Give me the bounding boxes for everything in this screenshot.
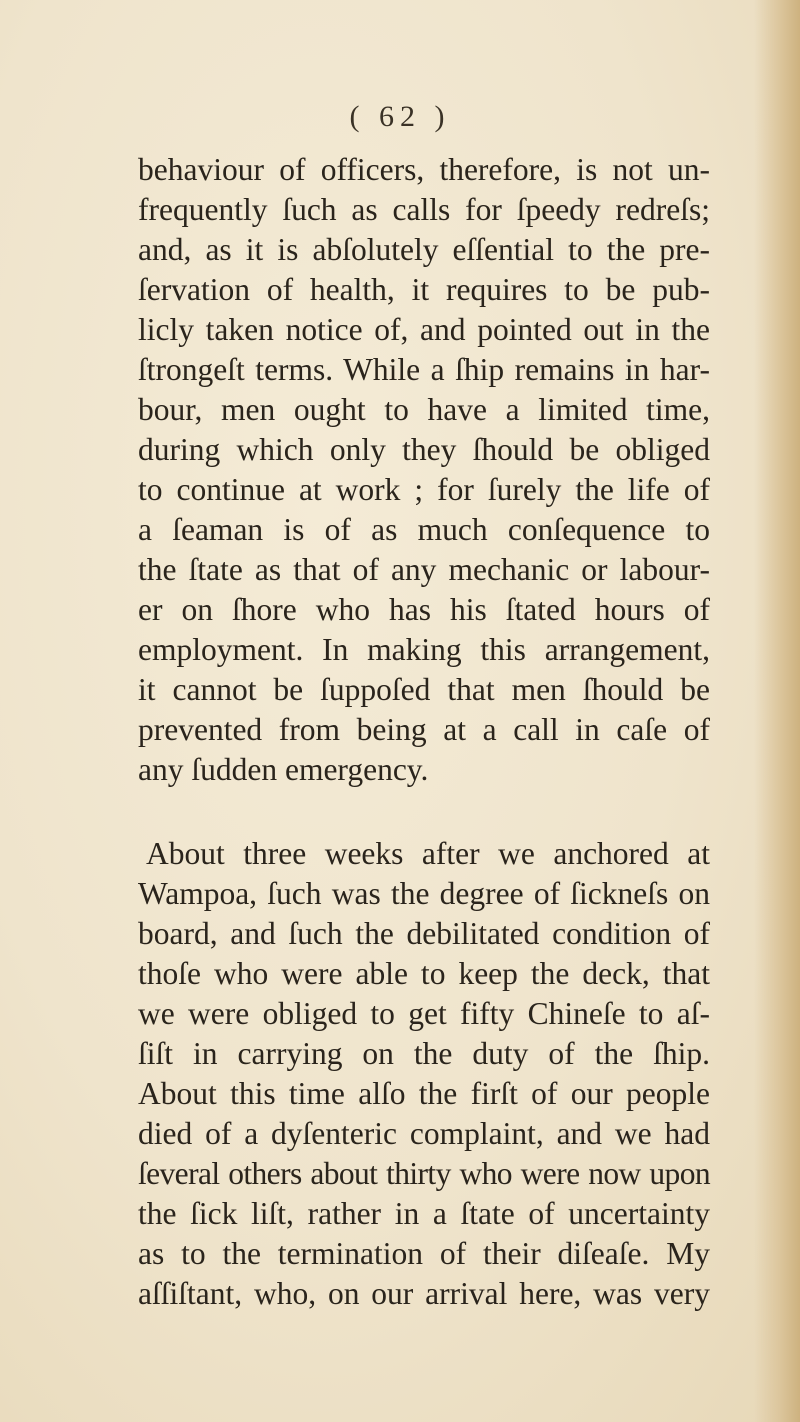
body-text: [138, 150, 710, 1314]
text-line: as to the termination of their diſeaſe. My: [138, 1236, 710, 1271]
text-line: ſervation of health, it requires to be pub-: [138, 272, 710, 307]
text-line: board, and ſuch the debilitated condition of: [138, 916, 710, 951]
text-line: during which only they ſhould be obliged: [138, 432, 710, 467]
text-line: a ſeaman is of as much conſequence to: [138, 512, 710, 547]
text-line: the ſick liſt, rather in a ſtate of uncertainty: [138, 1196, 710, 1231]
text-line: er on ſhore who has his ſtated hours of: [138, 592, 710, 627]
text-line: ſtrongeſt terms. While a ſhip remains in har-: [138, 352, 710, 387]
text-line: died of a dyſenteric complaint, and we had: [138, 1116, 710, 1151]
text-line: ſiſt in carrying on the duty of the ſhip.: [138, 1036, 710, 1071]
paragraph-1: [138, 150, 710, 790]
text-line: we were obliged to get fifty Chineſe to aſ-: [138, 996, 710, 1031]
text-line: Wampoa, ſuch was the degree of ſickneſs on: [138, 876, 710, 911]
text-line: employment. In making this arrangement,: [138, 632, 710, 667]
page-number: ( 62 ): [349, 100, 451, 133]
text-line: bour, men ought to have a limited time,: [138, 392, 710, 427]
text-line: it cannot be ſuppoſed that men ſhould be: [138, 672, 710, 707]
text-line: prevented from being at a call in caſe of: [138, 712, 710, 747]
text-line: and, as it is abſolutely eſſential to the pre-: [138, 232, 710, 267]
text-line: any ſudden emergency.: [138, 752, 429, 787]
page-edge-shadow: [754, 0, 800, 1422]
paragraph-2: [138, 834, 710, 1314]
paragraph-spacer: [138, 790, 710, 830]
text-line: frequently ſuch as calls for ſpeedy redreſs;: [138, 192, 710, 227]
text-line: the ſtate as that of any mechanic or labour-: [138, 552, 710, 587]
text-line: aſſiſtant, who, on our arrival here, was very: [138, 1276, 710, 1311]
text-line: thoſe who were able to keep the deck, that: [138, 956, 710, 991]
text-line: ſeveral others about thirty who were now upon: [138, 1156, 710, 1191]
text-line: licly taken notice of, and pointed out in the: [138, 312, 710, 347]
text-line: About this time alſo the firſt of our people: [138, 1076, 710, 1111]
text-line: About three weeks after we anchored at: [146, 836, 710, 871]
text-line: behaviour of officers, therefore, is not un-: [138, 152, 710, 187]
text-line: to continue at work ; for ſurely the life of: [138, 472, 710, 507]
